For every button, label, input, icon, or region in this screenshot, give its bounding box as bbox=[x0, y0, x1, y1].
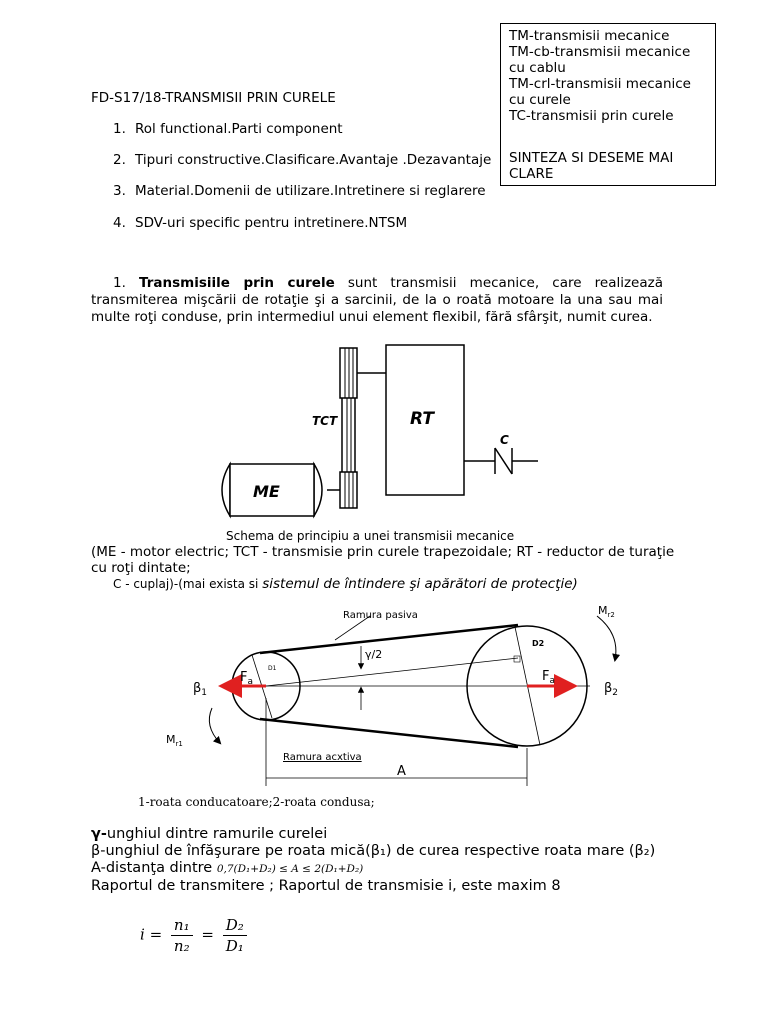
right-angle-mark bbox=[514, 656, 520, 662]
a-definition-text: A-distanţa dintre bbox=[91, 860, 217, 876]
document-title: FD-S17/18-TRANSMISII PRIN CURELE bbox=[91, 90, 336, 106]
toc-text: Tipuri constructive.Clasificare.Avantaje .Dezavantaje bbox=[135, 152, 492, 168]
toc-number: 1. bbox=[113, 121, 126, 137]
formula-d1: D₁ bbox=[225, 937, 244, 955]
intro-text: sunt transmisii mecanice, care realizează transmiterea mişcării de rotaţie şi a sarcinii, de la o roată motoare la una sau mai multe roţi conduse, prin intermediul unui element flexibil, fără sfârşit, numit curea. bbox=[91, 275, 663, 325]
note-line: TM-transmisii mecanice bbox=[509, 28, 670, 44]
note-line: TM-crl-transmisii mecanice bbox=[509, 76, 691, 92]
ratio-formula bbox=[140, 915, 251, 956]
moment-arrow-left bbox=[209, 708, 220, 743]
formula-d2: D₂ bbox=[223, 915, 247, 936]
motor-end-left bbox=[222, 464, 230, 516]
beta1-label: $\beta_1$ bbox=[193, 681, 208, 698]
coupling-diagonal bbox=[495, 448, 512, 474]
toc-item bbox=[113, 183, 486, 199]
ratio-definition: Raportul de transmitere ; Raportul de transmisie i, este maxim 8 bbox=[91, 878, 561, 894]
a-definition bbox=[91, 860, 655, 878]
gamma-symbol: γ- bbox=[91, 826, 107, 842]
note-synth-line: CLARE bbox=[509, 166, 554, 182]
note-line: cu cablu bbox=[509, 60, 566, 76]
gamma-reference-line bbox=[266, 658, 518, 686]
tct-label: TCT bbox=[312, 414, 338, 428]
toc-number: 2. bbox=[113, 152, 126, 168]
formula-fraction-n bbox=[171, 915, 193, 956]
formula-equals: = bbox=[201, 925, 214, 944]
toc-number: 3. bbox=[113, 183, 126, 199]
note-line: cu curele bbox=[509, 92, 571, 108]
fa-left-label: $F_a$ bbox=[240, 670, 253, 687]
gamma-definition bbox=[91, 826, 655, 843]
legend-italic-text: sistemul de întindere şi apărători de protecţie) bbox=[262, 576, 578, 592]
note-gap bbox=[509, 124, 707, 150]
gamma-half-label: γ/2 bbox=[365, 648, 383, 661]
legend-line bbox=[91, 576, 691, 592]
d1-label: D1 bbox=[268, 665, 277, 672]
legend-line: (ME - motor electric; TCT - transmisie prin curele trapezoidale; RT - reductor de turaţie cu roţi dintate; bbox=[91, 544, 675, 576]
toc-item bbox=[113, 121, 343, 137]
a-range-formula: 0,7(D₁+D₂) ≤ A ≤ 2(D₁+D₂) bbox=[216, 863, 364, 875]
toc-item bbox=[113, 215, 407, 231]
legend-coupling-text: C - cuplaj)-(mai exista si bbox=[113, 577, 263, 591]
toc-item bbox=[113, 152, 491, 168]
mr1-label: $M_{r1}$ bbox=[166, 733, 183, 748]
rt-label: RT bbox=[410, 409, 434, 429]
toc-text: SDV-uri specific pentru intretinere.NTSM bbox=[135, 215, 408, 231]
me-label: ME bbox=[253, 482, 280, 501]
definitions bbox=[91, 826, 655, 895]
moment-arrow-right bbox=[597, 616, 616, 660]
figure1-caption: Schema de principiu a unei transmisii mecanice bbox=[226, 529, 515, 543]
beta2-label: $\beta_2$ bbox=[604, 681, 619, 698]
c-label: C bbox=[500, 433, 509, 447]
note-box bbox=[500, 23, 716, 186]
motor-end-right bbox=[314, 464, 322, 516]
mr2-label: $M_{r2}$ bbox=[598, 604, 615, 619]
note-line: TM-cb-transmisii mecanice bbox=[509, 44, 691, 60]
toc-text: Rol functional.Parti component bbox=[135, 121, 343, 137]
intro-number: 1. bbox=[113, 275, 126, 291]
belt-geometry-diagram bbox=[160, 598, 650, 793]
beta-definition: β-unghiul de înfăşurare pe roata mică(β₁) de curea respective roata mare (β₂) bbox=[91, 843, 656, 859]
a-label: A bbox=[397, 764, 406, 779]
formula-n2: n₂ bbox=[173, 937, 190, 955]
note-synth-line: SINTEZA SI DESEME MAI bbox=[509, 150, 674, 166]
active-strand-label: Ramura acxtiva bbox=[283, 752, 362, 763]
figure1-legend bbox=[91, 544, 691, 592]
d2-label: D2 bbox=[532, 639, 545, 648]
toc-number: 4. bbox=[113, 215, 126, 231]
figure2-caption: 1-roata conducatoare;2-roata condusa; bbox=[138, 795, 375, 809]
gamma-text: unghiul dintre ramurile curelei bbox=[106, 826, 328, 842]
formula-n1: n₁ bbox=[171, 915, 193, 936]
transmission-schematic bbox=[200, 340, 560, 520]
formula-fraction-d bbox=[223, 915, 247, 956]
intro-paragraph bbox=[91, 275, 663, 326]
passive-strand-label: Ramura pasiva bbox=[343, 610, 418, 621]
intro-bold-term: Transmisiile prin curele bbox=[139, 275, 335, 291]
formula-i: i = bbox=[140, 925, 163, 944]
toc-text: Material.Domenii de utilizare.Intretinere si reglarere bbox=[135, 183, 486, 199]
note-line: TC-transmisii prin curele bbox=[509, 108, 674, 124]
fa-right-label: $F_a$ bbox=[542, 669, 555, 686]
